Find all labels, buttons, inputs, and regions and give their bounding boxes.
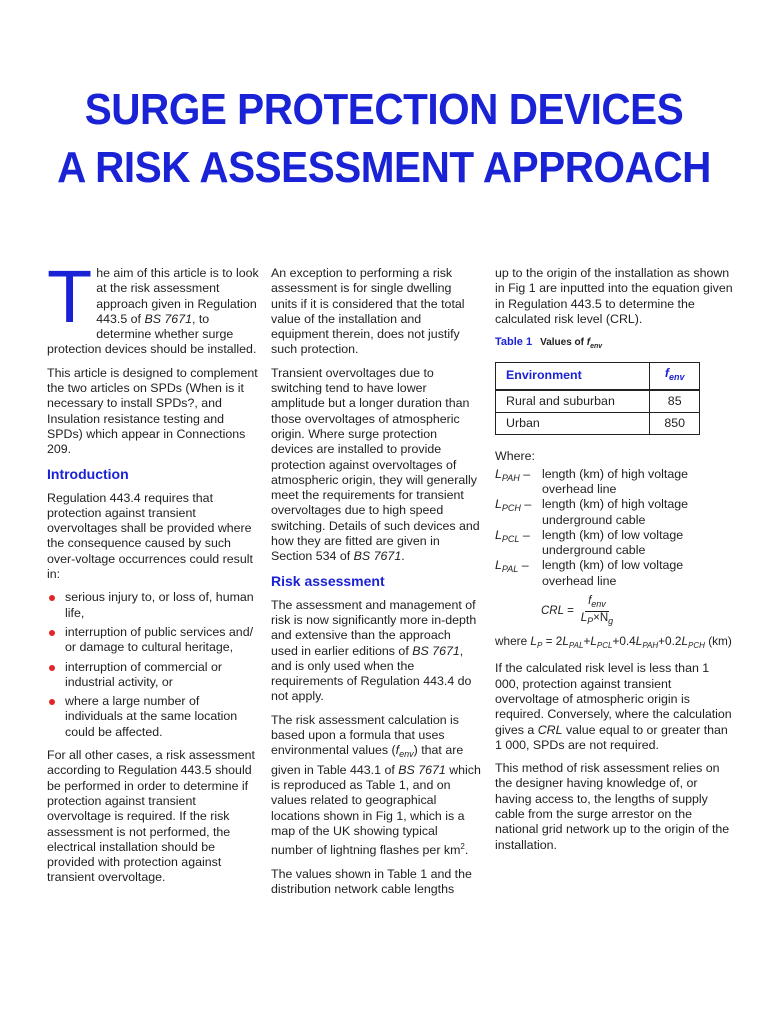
consequence-list xyxy=(47,590,259,740)
heading-risk-assessment: Risk assessment xyxy=(271,572,385,589)
table-caption xyxy=(495,335,735,354)
table-title: Values of $f_{env}$ xyxy=(540,337,603,351)
method-paragraph: This method of risk assessment relies on the designer having knowledge of, or having access to, the lengths of supply cable from the surge arrestor on the national grid network up to the origin of the installation. xyxy=(495,761,730,852)
column-header-fenv: $f_{env}$ xyxy=(650,363,700,390)
intro-paragraph: The aim of this article is to look at the risk assessment approach given in Regulation 443.5 of BS 7671, to determine whether surge protection devices should be installed. xyxy=(47,255,259,357)
list-item: interruption of public services and/ or damage to cultural heritage, xyxy=(47,625,259,656)
column-3 xyxy=(495,266,735,861)
list-item: interruption of commercial or industrial activity, or xyxy=(47,660,259,691)
definition-row: $L_{PCL}$ – length (km) of low voltage underground cable xyxy=(495,527,684,558)
table-label: Table 1 xyxy=(495,336,533,349)
table-header-row xyxy=(496,363,700,390)
column-header-environment: Environment xyxy=(496,363,650,390)
exception-paragraph: An exception to performing a risk assessment is for single dwelling units if it is considered that the total value of the installation and equipment therein, does not justify such protection. xyxy=(271,266,465,357)
table-row: Rural and suburban 85 xyxy=(496,390,700,413)
origin-paragraph: up to the origin of the installation as shown in Fig 1 are inputted into the equation given in Regulation 443.5 to determine the calculated risk level (CRL). xyxy=(495,266,733,326)
where-label: Where: xyxy=(495,449,535,464)
lp-formula: where $L_P = 2L_{PAL}+L_{PCL}+0.4L_{PAH}+0.2L_{PCH}$ (km) xyxy=(495,634,732,651)
column-2 xyxy=(271,266,481,905)
calculation-paragraph: The risk assessment calculation is based upon a formula that uses environmental values $(f_{env})$ that are given in Table 443.1 of BS 7671 which is reproduced as Table 1, and on values related to geographical locations shown in Fig 1, which is a map of the UK showing typical number of lightning flashes per $km^2$. xyxy=(271,712,481,858)
list-item: where a large number of individuals at the same location could be affected. xyxy=(47,694,259,740)
heading-introduction: Introduction xyxy=(47,465,129,482)
column-1 xyxy=(47,255,259,894)
page-title-line-1: SURGE PROTECTION DEVICES xyxy=(84,85,684,134)
definition-list xyxy=(495,467,735,589)
risk-management-paragraph: The assessment and management of risk is now significantly more in-depth and extensive than the approach used in earlier editions of BS 7671, and is only used when the requirements of Regulation 443.4 do not apply. xyxy=(271,597,477,704)
definition-row: $L_{PAH}$ – length (km) of high voltage overhead line xyxy=(495,466,689,496)
switching-paragraph: Transient overvoltages due to switching tend to have lower amplitude but a longer duration than those overvoltages of atmospheric origin. Where surge protection devices are installed to provide protection against overvoltages of atmospheric origin, they will generally meet the requirements for transient overvoltages due to high speed switching. Details of such devices and how they are fitted are given in Section 534 of BS 7671. xyxy=(271,365,480,564)
table-values-paragraph: The values shown in Table 1 and the distribution network cable lengths xyxy=(271,866,472,896)
lp-expression: $L_P = 2L_{PAL}+L_{PCL}+0.4L_{PAH}+0.2L_{PCH}$ (km) xyxy=(530,634,732,651)
list-item: serious injury to, or loss of, human life, xyxy=(47,590,259,621)
definition-row: $L_{PAL}$ – length (km) of low voltage overhead line xyxy=(495,558,684,588)
other-cases-paragraph: For all other cases, a risk assessment according to Regulation 443.5 should be performed in order to determine if protection against transient overvoltage is required. If the risk assessment is not performed, the electrical installation should be provided with protection against transient overvoltage. xyxy=(47,748,255,885)
environment-table xyxy=(495,362,700,435)
complement-paragraph: This article is designed to complement the two articles on SPDs (When is it necessary to install SPDs?, and Insulation resistance testing and SPDs) which appear in Connections 209. xyxy=(47,365,258,457)
drop-cap: T xyxy=(47,255,93,338)
definition-row: $L_{PCH}$ – length (km) of high voltage underground cable xyxy=(495,497,689,527)
table-row: Urban 850 xyxy=(496,413,700,435)
page-title-line-2: A RISK ASSESSMENT APPROACH xyxy=(57,143,711,192)
regulation-paragraph: Regulation 443.4 requires that protection against transient overvoltages shall be provided where the consequence caused by such over-voltage occurrences could result in: xyxy=(47,490,253,582)
crl-formula: CRL = $\frac{f_{env}}{L_P\times N_g}$ xyxy=(541,595,614,627)
crl-threshold-paragraph: If the calculated risk level is less than 1 000, protection against transient overvoltage of atmospheric origin is required. Conversely, where the calculation gives a CRL value equal to or greater than 1 000, SPDs are not required. xyxy=(495,661,732,752)
